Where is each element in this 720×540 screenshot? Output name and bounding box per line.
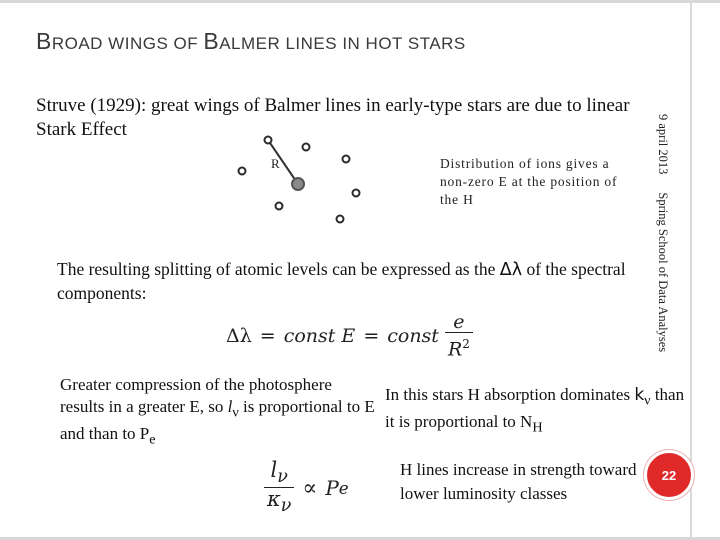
compression-paragraph: Greater compression of the photosphere results in a greater E, so $l_\nu$ is proportional to E and than to $P_e$ xyxy=(60,375,375,448)
right-border xyxy=(690,0,692,540)
ion-dot xyxy=(343,156,350,163)
ion-dot xyxy=(337,216,344,223)
side-footer xyxy=(655,114,670,352)
distance-label: R xyxy=(271,156,280,171)
ion-dot xyxy=(265,137,272,144)
luminosity-paragraph: H lines increase in strength toward lower luminosity classes xyxy=(400,460,637,503)
top-border xyxy=(0,0,720,3)
page-number-badge: 22 xyxy=(644,450,694,500)
date-label: 9 april 2013 xyxy=(656,114,670,175)
ion-dot xyxy=(276,203,283,210)
ion-dot xyxy=(303,144,310,151)
ion-dot xyxy=(239,168,246,175)
result-paragraph: The resulting splitting of atomic levels can be expressed as the Δλ of the spectral components: xyxy=(57,259,626,303)
slide-title: BROAD WINGS OF BALMER LINES IN HOT STARS xyxy=(36,28,466,54)
absorption-paragraph: In this stars H absorption dominates $k_\nu$ than it is proportional to $N_H$ xyxy=(385,385,685,436)
hydrogen-atom xyxy=(292,178,304,190)
ion-dot xyxy=(353,190,360,197)
ion-distribution-diagram xyxy=(228,132,428,232)
event-label: Spring School of Data Analyses xyxy=(656,192,670,353)
distribution-caption: Distribution of ions gives a non-zero E at the position of the H xyxy=(440,156,618,207)
stark-formula: Δλ = const E = const $\frac{e}{R^2}$ xyxy=(226,316,473,356)
proportionality-formula: $\frac{l_\nu}{\kappa_\nu}$ ∝ P e xyxy=(258,460,349,516)
subtitle: Struve (1929): great wings of Balmer lines in early-type stars are due to linear Stark Effect xyxy=(36,95,630,140)
